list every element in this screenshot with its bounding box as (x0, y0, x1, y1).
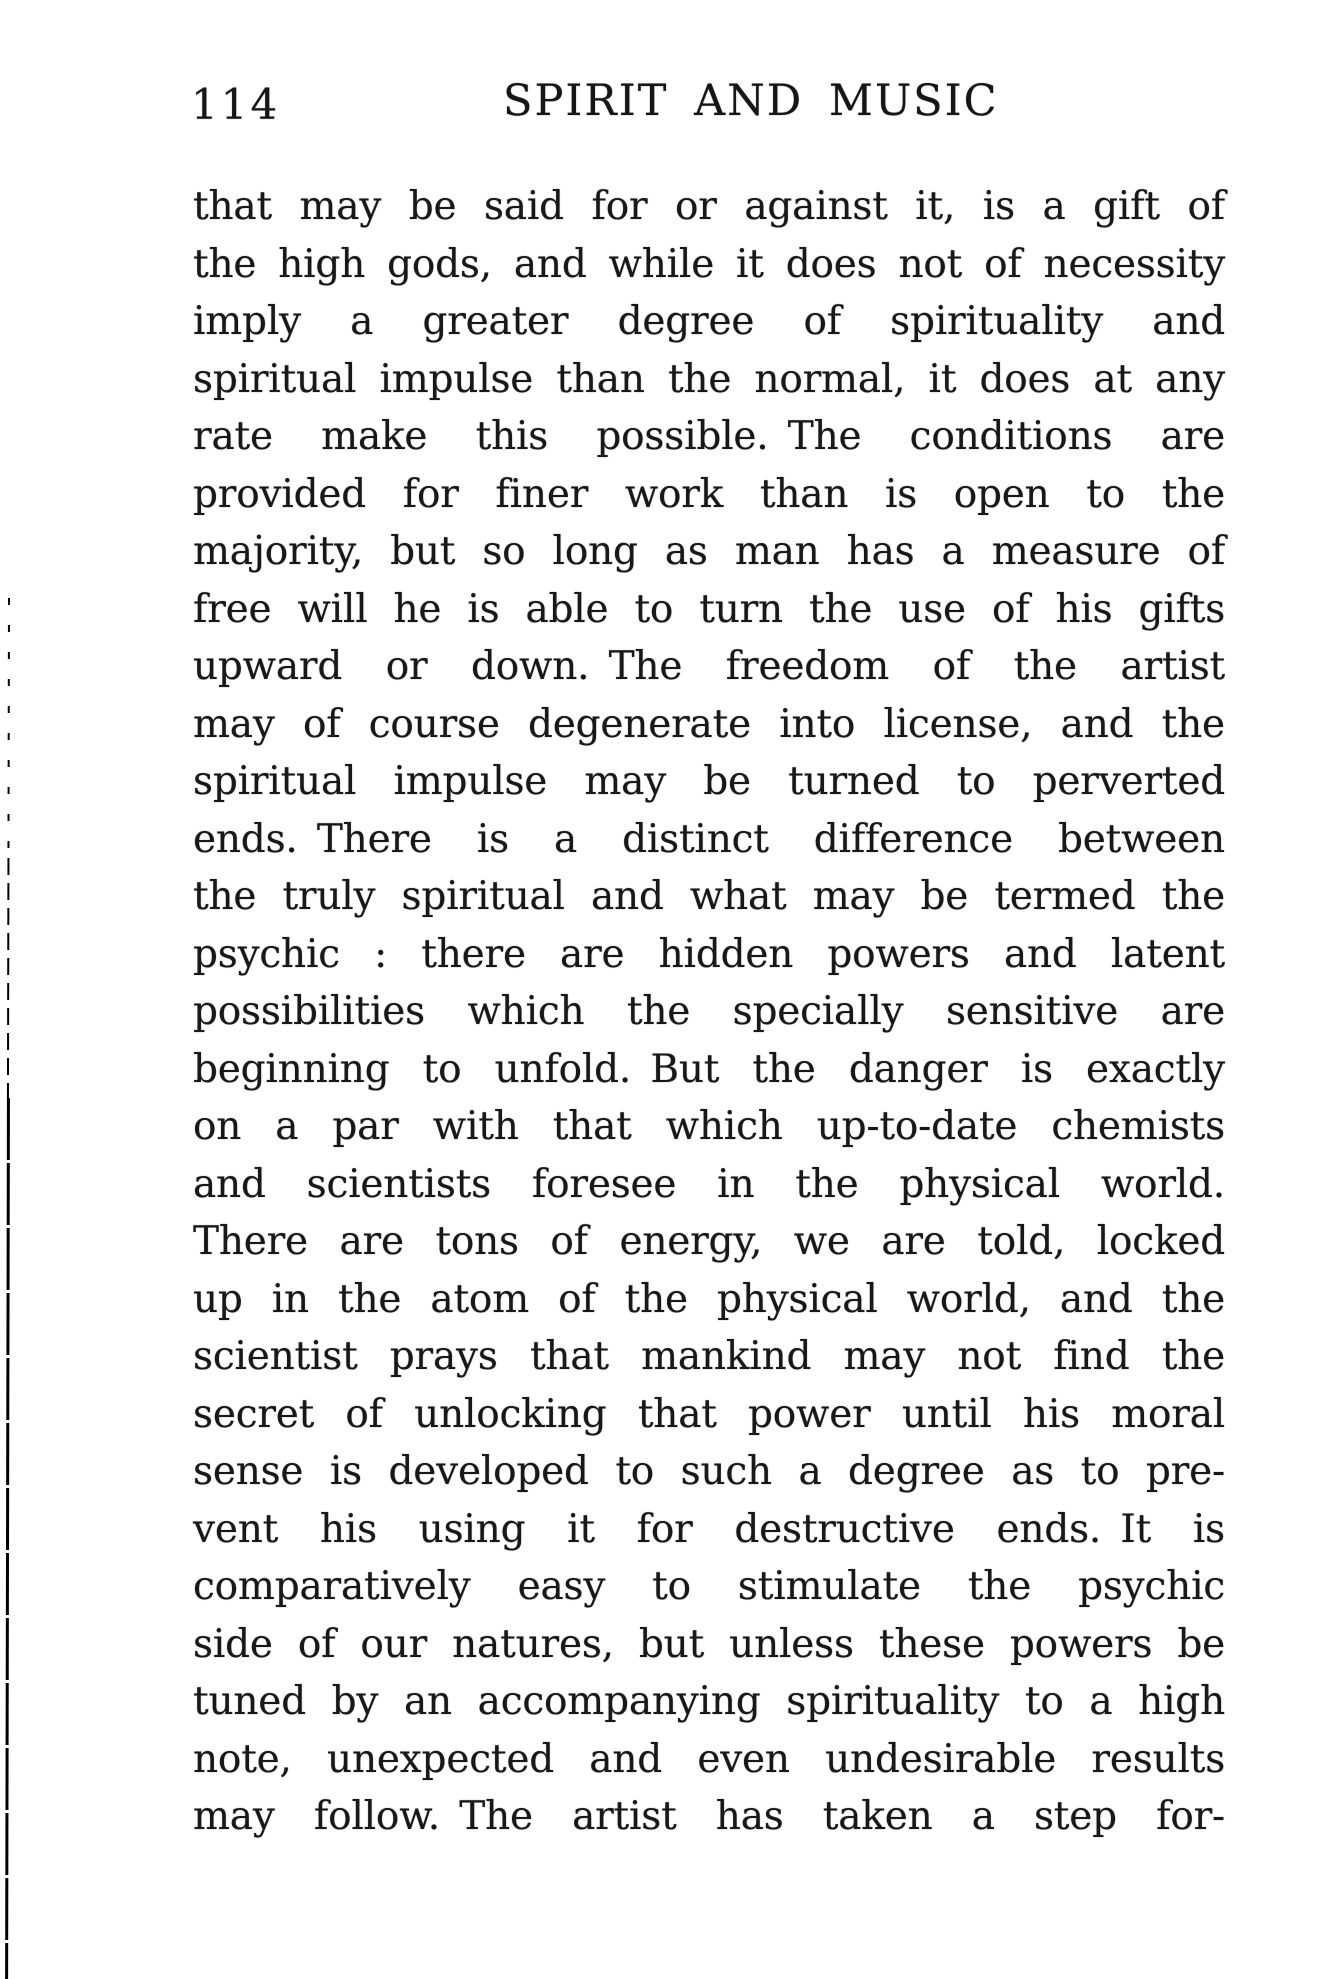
text-line: upward or down. The freedom of the artist (193, 644, 1226, 689)
text-line: note, unexpected and even undesirable results (193, 1736, 1226, 1782)
text-line: vent his using it for destructive ends. It is (193, 1506, 1225, 1552)
text-line: on a par with that which up-to-date chemists (193, 1104, 1225, 1149)
text-line: side of our natures, but unless these powers be (193, 1621, 1226, 1667)
text-line: secret of unlocking that power until his moral (193, 1391, 1226, 1437)
text-line: rate make this possible. The conditions are (193, 414, 1225, 459)
scan-edge-artifact-line (5, 598, 12, 1979)
text-line: sense is developed to such a degree as to pre- (193, 1449, 1225, 1494)
text-line: that may be said for or against it, is a gift of (193, 184, 1225, 229)
text-line: the high gods, and while it does not of necessity (193, 241, 1226, 287)
text-line: imply a greater degree of spirituality and (193, 299, 1226, 344)
text-line: psychic : there are hidden powers and latent (193, 931, 1225, 977)
text-line: provided for finer work than is open to the (193, 471, 1226, 517)
text-line: comparatively easy to stimulate the psychic (193, 1564, 1225, 1609)
text-line: and scientists foresee in the physical world. (193, 1161, 1226, 1207)
scan-edge-segment (5, 1098, 10, 1979)
text-line: spiritual impulse may be turned to perverted (193, 759, 1226, 804)
text-line: up in the atom of the physical world, and the (193, 1276, 1226, 1322)
running-header-title: SPIRIT AND MUSIC (503, 76, 999, 126)
text-line: free will he is able to turn the use of his gifts (193, 586, 1226, 632)
text-line: may of course degenerate into license, and the (193, 701, 1225, 747)
text-line: There are tons of energy, we are told, locked (193, 1219, 1226, 1264)
text-line: majority, but so long as man has a measure of (193, 529, 1226, 574)
text-line: possibilities which the specially sensitive are (193, 989, 1225, 1034)
scan-edge-segment (7, 598, 10, 858)
text-line: tuned by an accompanying spirituality to a high (193, 1679, 1225, 1724)
text-line: scientist prays that mankind may not find the (193, 1334, 1226, 1379)
text-line: ends. There is a distinct difference between (193, 816, 1225, 862)
page-number: 114 (191, 80, 281, 129)
text-line: beginning to unfold. But the danger is exactly (193, 1046, 1225, 1092)
text-line: may follow. The artist has taken a step for- (193, 1794, 1226, 1839)
scan-edge-segment (7, 858, 10, 1098)
text-line: the truly spiritual and what may be termed the (193, 874, 1225, 919)
text-line: spiritual impulse than the normal, it does at any (193, 356, 1225, 402)
body-text (193, 178, 1225, 1846)
